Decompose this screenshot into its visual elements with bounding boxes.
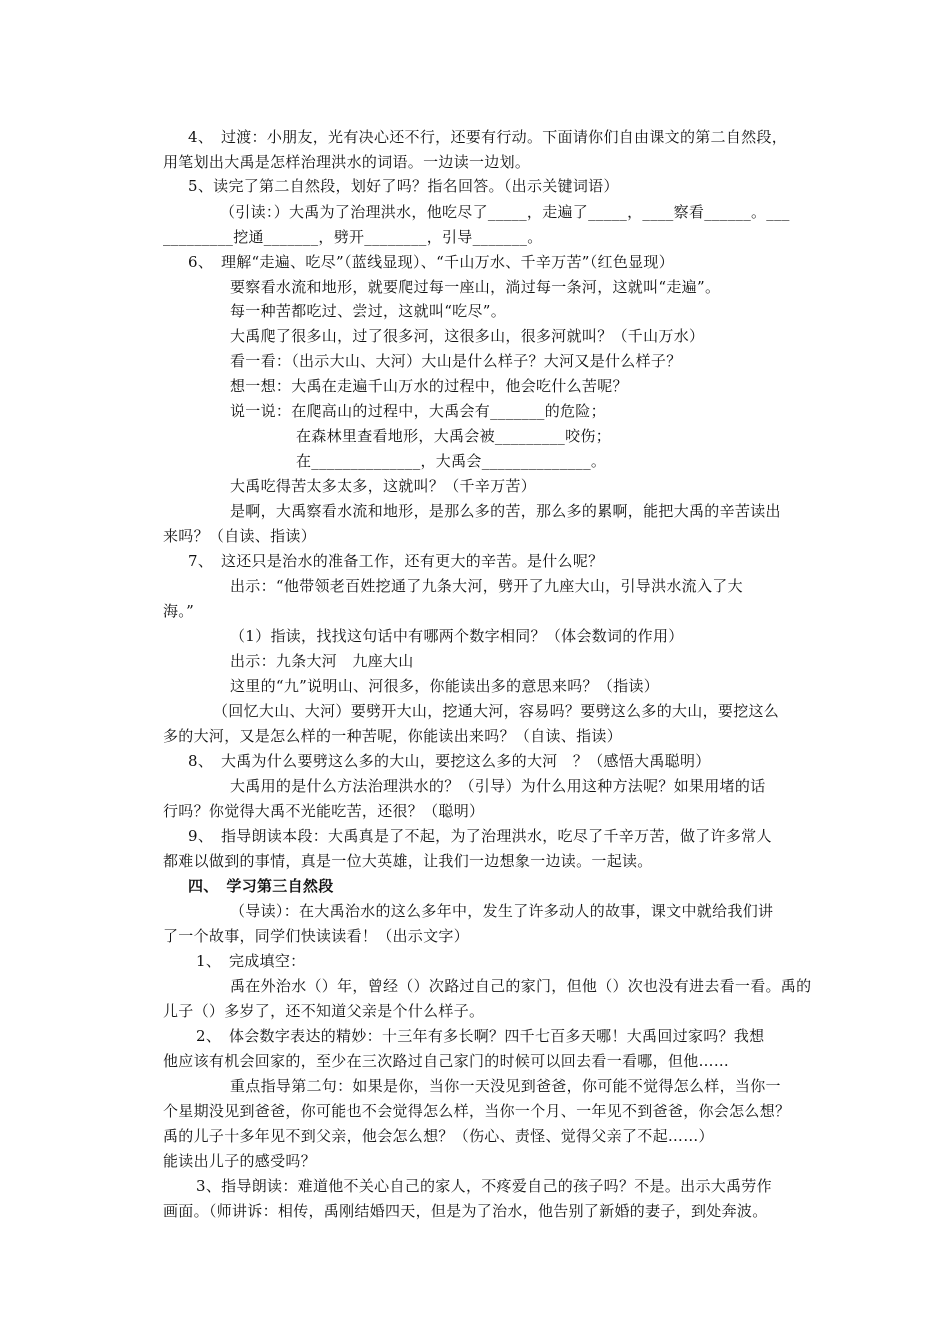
text-line: 3、指导朗读：难道他不关心自己的家人，不疼爱自己的孩子吗？不是。出示大禹劳作 bbox=[196, 1177, 772, 1195]
text-line: （回忆大山、大河）要劈开大山，挖通大河，容易吗？要劈这么多的大山，要挖这么 bbox=[213, 702, 780, 720]
text-line: 是啊，大禹察看水流和地形，是那么多的苦，那么多的累啊，能把大禹的辛苦读出 bbox=[230, 502, 781, 520]
text-line: 6、 理解“走遍、吃尽”（蓝线显现）、“千山万水、千辛万苦”（红色显现） bbox=[188, 253, 675, 271]
text-line: 个星期没见到爸爸，你可能也不会觉得怎么样，当你一个月、一年见不到爸爸，你会怎么想？ bbox=[163, 1102, 791, 1120]
text-line: 大禹用的是什么方法治理洪水的？（引导）为什么用这种方法呢？如果用堵的话 bbox=[230, 777, 766, 795]
text-line: 7、 这还只是治水的准备工作，还有更大的辛苦。是什么呢？ bbox=[188, 552, 604, 570]
text-line: 用笔划出大禹是怎样治理洪水的词语。一边读一边划。 bbox=[163, 153, 531, 171]
text-line: 9、 指导朗读本段：大禹真是了不起，为了治理洪水，吃尽了千辛万苦，做了许多常人 bbox=[188, 827, 772, 845]
text-line: 看一看：（出示大山、大河）大山是什么样子？大河又是什么样子？ bbox=[230, 352, 682, 370]
text-line: 都难以做到的事情，真是一位大英雄，让我们一边想象一边读。一起读。 bbox=[163, 852, 653, 870]
text-line: （导读）：在大禹治水的这么多年中，发生了许多动人的故事，课文中就给我们讲 bbox=[230, 902, 774, 920]
text-line: 说一说：在爬高山的过程中，大禹会有_______的危险； bbox=[230, 402, 606, 420]
text-line: _________挖通_______，劈开________，引导_______。 bbox=[163, 228, 543, 246]
text-line: 1、 完成填空： bbox=[196, 952, 306, 970]
text-line: 大禹爬了很多山，过了很多河，这很多山，很多河就叫？（千山万水） bbox=[230, 327, 705, 345]
text-line: 禹的儿子十多年见不到父亲，他会怎么想？（伤心、责怪、觉得父亲了不起……） bbox=[163, 1127, 714, 1145]
section-heading: 四、 学习第三自然段 bbox=[188, 877, 334, 895]
text-line: 儿子（）多岁了，还不知道父亲是个什么样子。 bbox=[163, 1002, 485, 1020]
text-line: 想一想：大禹在走遍千山万水的过程中，他会吃什么苦呢？ bbox=[230, 377, 628, 395]
text-line: 大禹吃得苦太多太多，这就叫？（千辛万苦） bbox=[230, 477, 537, 495]
text-line: 画面。（师讲诉：相传，禹刚结婚四天，但是为了治水，他告别了新婚的妻子，到处奔波。 bbox=[163, 1202, 768, 1220]
text-line: 2、 体会数字表达的精妙：十三年有多长啊？四千七百多天哪！大禹回过家吗？我想 bbox=[196, 1027, 765, 1045]
text-line: （引读：）大禹为了治理洪水，他吃尽了_____，走遍了_____，____察看______。___ bbox=[220, 203, 790, 221]
text-line: 来吗？（自读、指读） bbox=[163, 527, 317, 545]
text-line: 出示：九条大河 九座大山 bbox=[230, 652, 414, 670]
text-line: 重点指导第二句：如果是你，当你一天没见到爸爸，你可能不觉得怎么样，当你一 bbox=[230, 1077, 781, 1095]
text-line: 4、 过渡：小朋友，光有决心还不行，还要有行动。下面请你们自由课文的第二自然段， bbox=[188, 128, 788, 146]
text-line: 要察看水流和地形，就要爬过每一座山，淌过每一条河，这就叫“走遍”。 bbox=[230, 278, 721, 296]
text-line: 能读出儿子的感受吗？ bbox=[163, 1152, 317, 1170]
text-line: 5、读完了第二自然段，划好了吗？指名回答。（出示关键词语） bbox=[188, 177, 619, 195]
text-line: 在______________，大禹会______________。 bbox=[296, 452, 607, 470]
text-line: 行吗？你觉得大禹不光能吃苦，还很？（聪明） bbox=[163, 802, 485, 820]
text-line: 海。” bbox=[163, 602, 195, 620]
text-line: （1）指读，找找这句话中有哪两个数字相同？（体会数词的作用） bbox=[230, 627, 684, 645]
text-line: 了一个故事，同学们快读读看！（出示文字） bbox=[163, 927, 470, 945]
text-line: 出示：“他带领老百姓挖通了九条大河，劈开了九座大山，引导洪水流入了大 bbox=[230, 577, 743, 595]
text-line: 这里的“九”说明山、河很多，你能读出多的意思来吗？（指读） bbox=[230, 677, 660, 695]
text-line: 在森林里查看地形，大禹会被_________咬伤； bbox=[296, 427, 612, 445]
text-line: 8、 大禹为什么要劈这么多的大山，要挖这么多的大河 ？（感悟大禹聪明） bbox=[188, 752, 711, 770]
text-line: 多的大河，又是怎么样的一种苦呢，你能读出来吗？（自读、指读） bbox=[163, 727, 623, 745]
text-line: 禹在外治水（）年，曾经（）次路过自己的家门，但他（）次也没有进去看一看。禹的 bbox=[230, 977, 812, 995]
text-line: 他应该有机会回家的，至少在三次路过自己家门的时候可以回去看一看哪，但他…… bbox=[163, 1052, 730, 1070]
text-line: 每一种苦都吃过、尝过，这就叫“吃尽”。 bbox=[230, 302, 507, 320]
